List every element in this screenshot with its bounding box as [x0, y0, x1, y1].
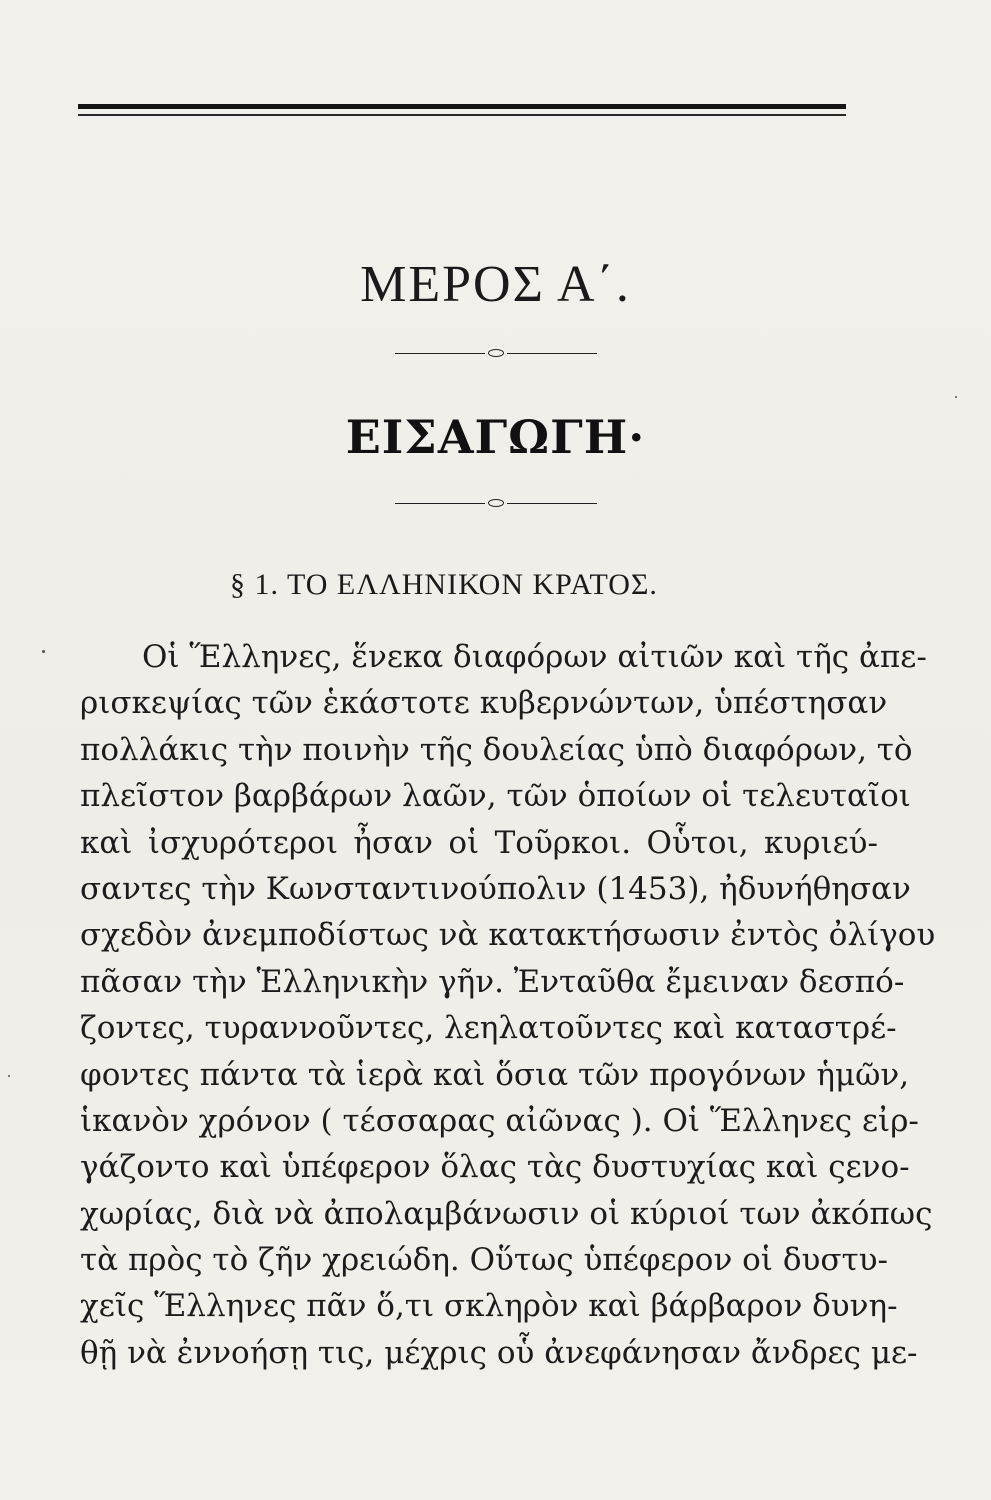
- subsection-title: ΤΟ ΕΛΛΗΝΙΚΟΝ ΚΡΑΤΟΣ.: [286, 568, 658, 601]
- paragraph-line: καὶ ἰσχυρότεροι ἦσαν οἱ Τοῦρκοι. Οὗτοι, κυριεύ-: [80, 824, 878, 861]
- paragraph-line: τὰ πρὸς τὸ ζῆν χρειώδη. Οὕτως ὑπέφερον οἱ δυστυ-: [80, 1242, 888, 1279]
- ink-speck: [955, 396, 957, 398]
- paragraph-line: πλεῖστον βαρβάρων λαῶν, τῶν ὁποίων οἱ τελευταῖοι: [80, 778, 911, 815]
- body-paragraph: [80, 634, 936, 1376]
- ink-speck: [8, 1075, 10, 1077]
- paragraph-line: ἱκανὸν χρόνον ( τέσσαρας αἰῶνας ). Οἱ Ἕλληνες εἰρ-: [80, 1102, 919, 1139]
- paragraph-line: σαντες τὴν Κωνσταντινούπολιν (1453), ἠδυνήθησαν: [80, 870, 911, 907]
- paragraph-line: σχεδὸν ἀνεμποδίστως νὰ κατακτήσωσιν ἐντὸς ὀλίγου: [80, 917, 936, 954]
- paragraph-line: χεῖς Ἕλληνες πᾶν ὅ,τι σκληρὸν καὶ βάρβαρον δυνη-: [80, 1288, 898, 1325]
- paragraph-line: γάζοντο καὶ ὑπέφερον ὅλας τὰς δυστυχίας καὶ ςενο-: [80, 1149, 910, 1186]
- paragraph-line: πᾶσαν τὴν Ἑλληνικὴν γῆν. Ἐνταῦθα ἔμειναν δεσπό-: [80, 963, 905, 1000]
- subsection-number: § 1.: [230, 568, 279, 601]
- paragraph-line: φοντες πάντα τὰ ἱερὰ καὶ ὅσια τῶν προγόνων ἡμῶν,: [80, 1056, 910, 1093]
- paragraph-line: θῇ νὰ ἐννοήσῃ τις, μέχρις οὗ ἀνεφάνησαν ἄνδρες με-: [80, 1334, 918, 1371]
- top-double-rule: [78, 104, 846, 116]
- paragraph-line: Οἱ Ἕλληνες, ἕνεκα διαφόρων αἰτιῶν καὶ τῆς ἀπε-: [142, 639, 927, 675]
- paragraph-line: πολλάκις τὴν ποινὴν τῆς δουλείας ὑπὸ διαφόρων, τὸ: [80, 731, 913, 768]
- section-heading: ΕΙΣΑΓΩΓΗ·: [345, 410, 646, 464]
- ornament-divider-1: [0, 344, 991, 352]
- part-title: ΜΕΡΟΣ Α΄.: [360, 256, 631, 313]
- ornament-divider-2: [0, 494, 991, 502]
- paragraph-line: ζοντες, τυραννοῦντες, λεηλατοῦντες καὶ καταστρέ-: [80, 1010, 897, 1047]
- subsection-heading: [230, 568, 658, 602]
- paragraph-line: ρισκεψίας τῶν ἑκάστοτε κυβερνώντων, ὑπέστησαν: [80, 685, 888, 722]
- paragraph-line: χωρίας, διὰ νὰ ἀπολαμβάνωσιν οἱ κύριοί των ἀκόπως: [80, 1195, 933, 1232]
- ink-speck: [42, 650, 45, 653]
